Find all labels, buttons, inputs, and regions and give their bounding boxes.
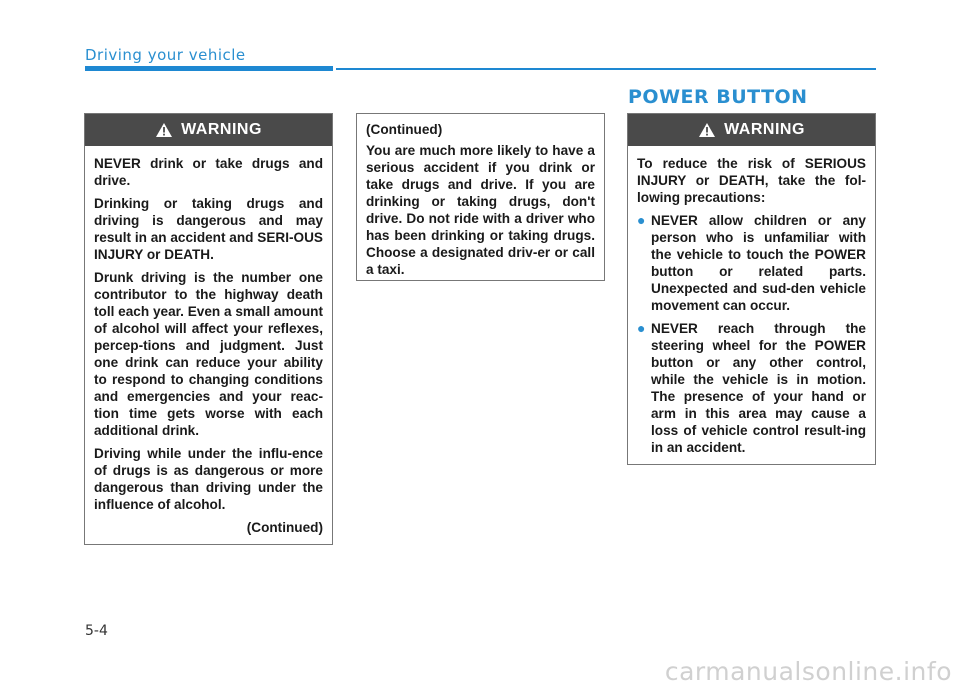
section-title: Driving your vehicle — [85, 46, 246, 64]
warning-box-left — [84, 113, 333, 545]
bullet-dot-icon: ● — [637, 212, 646, 228]
page-heading: POWER BUTTON — [628, 86, 808, 108]
warning-intro: To reduce the risk of SERIOUS INJURY or DEATH, take the fol-lowing precautions: — [637, 156, 866, 205]
warning-header — [85, 114, 332, 146]
watermark: carmanualsonline.info — [664, 657, 952, 686]
list-item: ● NEVER allow children or any person who is unfamiliar with the vehicle to touch the POWER button or related parts. Unexpected and sud-den vehicle movement can occur. — [637, 212, 866, 313]
warning-paragraph: Driving while under the influ-ence of drugs is as dangerous or more dangerous than driving under the influence of alcohol. — [94, 446, 323, 512]
warning-label: WARNING — [181, 121, 262, 138]
warning-paragraph: Drinking or taking drugs and driving is dangerous and may result in an accident and SERI-OUS INJURY or DEATH. — [94, 196, 323, 262]
warning-label: WARNING — [724, 121, 805, 138]
continued-paragraph: You are much more likely to have a serious accident if you drink or take drugs and drive. If you are drinking or taking drugs, don't drive. Do not ride with a driver who has been drinking or taking drugs. Choose a designated driv-er or call a taxi. — [366, 143, 595, 277]
continued-label: (Continued) — [246, 520, 323, 535]
warning-paragraph: NEVER drink or take drugs and drive. — [94, 156, 323, 188]
warning-bullet-list — [637, 212, 866, 456]
header-rule-thin — [336, 68, 876, 70]
warning-header — [628, 114, 875, 146]
header-rule-thick — [85, 66, 333, 71]
warning-body — [628, 146, 875, 470]
warning-triangle-icon — [155, 122, 173, 138]
warning-triangle-icon — [698, 122, 716, 138]
continued-box — [356, 113, 605, 281]
warning-paragraph: Drunk driving is the number one contributor to the highway death toll each year. Even a small amount of alcohol will affect your reflexes, percep-tions and judgment. Just one drink can reduce your ability to respond to changing conditions and emergencies and your reac-tion time gets worse with each additional drink. — [94, 270, 323, 438]
warning-box-right — [627, 113, 876, 465]
list-item: ● NEVER reach through the steering wheel for the POWER button or any other control, while the vehicle is in motion. The presence of your hand or arm in this area may cause a loss of vehicle control result-ing in an accident. — [637, 320, 866, 455]
continued-label: (Continued) — [366, 122, 443, 137]
bullet-dot-icon: ● — [637, 320, 646, 336]
page-number: 5-4 — [85, 623, 108, 639]
warning-body — [85, 146, 332, 544]
continued-body — [357, 114, 604, 292]
